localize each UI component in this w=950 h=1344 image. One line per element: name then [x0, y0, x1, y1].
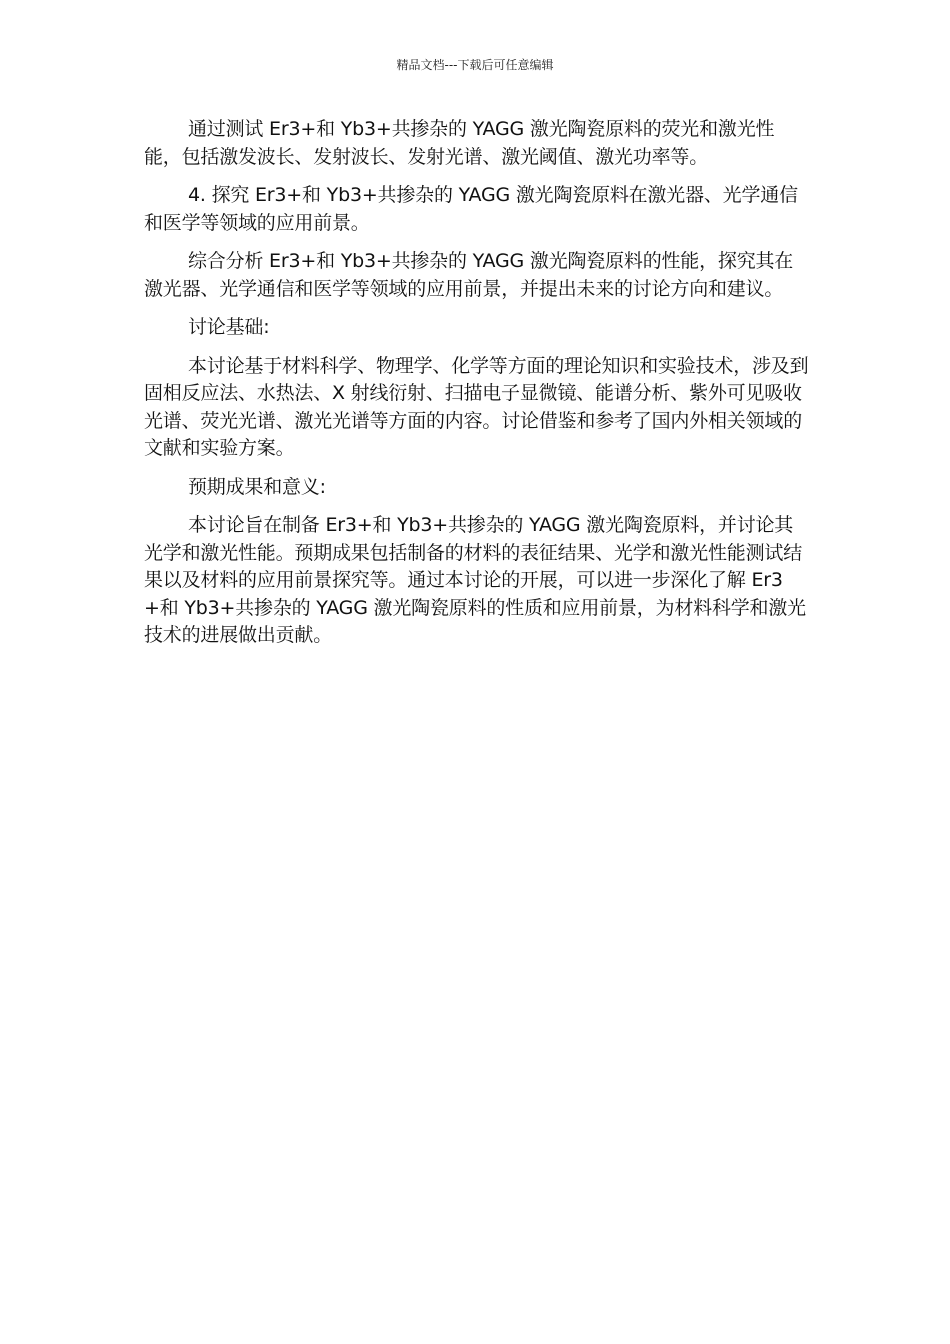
document-body: [144, 116, 810, 661]
page-header: 精品文档---下载后可任意编辑: [396, 58, 554, 72]
paragraph-expected-results: 本讨论旨在制备 Er3+和 Yb3+共掺杂的 YAGG 激光陶瓷原料，并讨论其光学和激光性能。预期成果包括制备的材料的表征结果、光学和激光性能测试结果以及材料的应用前景探究等。通过本讨论的开展，可以进一步深化了解 Er3+和 Yb3+共掺杂的 YAGG 激光陶瓷原料的性质和应用前景，为材料科学和激光技术的进展做出贡献。: [144, 514, 806, 646]
section-heading-basis: 讨论基础:: [188, 316, 270, 338]
paragraph-item-4-application: 4. 探究 Er3+和 Yb3+共掺杂的 YAGG 激光陶瓷原料在激光器、光学通信和医学等领域的应用前景。: [144, 184, 798, 234]
paragraph-test-performance: 通过测试 Er3+和 Yb3+共掺杂的 YAGG 激光陶瓷原料的荧光和激光性能，包括激发波长、发射波长、发射光谱、激光阈值、激光功率等。: [144, 118, 775, 168]
paragraph-comprehensive-analysis: 综合分析 Er3+和 Yb3+共掺杂的 YAGG 激光陶瓷原料的性能，探究其在激光器、光学通信和医学等领域的应用前景，并提出未来的讨论方向和建议。: [144, 250, 794, 300]
section-heading-expected-results: 预期成果和意义:: [188, 475, 326, 498]
paragraph-research-basis: 本讨论基于材料科学、物理学、化学等方面的理论知识和实验技术，涉及到固相反应法、水热法、X 射线衍射、扫描电子显微镜、能谱分析、紫外可见吸收光谱、荧光光谱、激光光谱等方面的内容。讨论借鉴和参考了国内外相关领域的文献和实验方案。: [144, 354, 809, 459]
